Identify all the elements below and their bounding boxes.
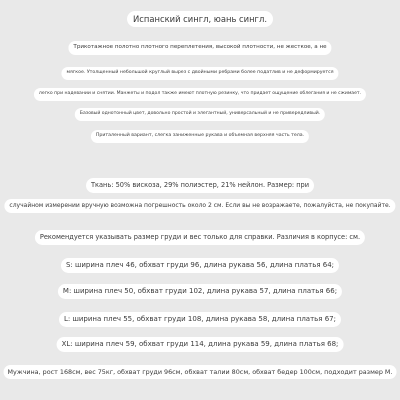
description-line-fabric: Трикотажное полотно плотного переплетения, высокой плотности, не жесткое, а не bbox=[68, 41, 331, 55]
description-line-cuffs: легко при надевании и снятии. Манжеты и подол также имеют плотную резинку, что придает ощущение облегания и не сжимает. bbox=[34, 88, 366, 101]
title-line: Испанский сингл, юань сингл. bbox=[127, 11, 273, 27]
size-row-l: L: ширина плеч 55, обхват груди 108, длина рукава 58, длина платья 67; bbox=[59, 312, 341, 327]
description-line-color: Базовый однотонный цвет, довольно простой и элегантный, универсальный и не привередливый. bbox=[75, 108, 325, 121]
description-line-fit: Приталенный вариант, слегка заниженные рукава и объемная верхняя часть тела. bbox=[91, 130, 309, 143]
description-line-neckline: мягкое. Утолщенный небольшой круглый вырез с двойными ребрами более податлив и не деформируется bbox=[61, 67, 338, 80]
measurement-note-line: случайном измерении вручную возможна погрешность около 2 см. Если вы не возражаете, пожалуйста, не покупайте. bbox=[4, 199, 395, 213]
size-recommendation-line: Рекомендуется указывать размер груди и вес только для справки. Различия в корпусе: см. bbox=[35, 230, 365, 245]
model-info-line: Мужчина, рост 168см, вес 75кг, обхват груди 96см, обхват талии 80см, обхват бедер 100см, подходит размер M. bbox=[4, 365, 397, 379]
composition-line: Ткань: 50% вискоза, 29% полиэстер, 21% нейлон. Размер: при bbox=[86, 178, 314, 193]
size-row-m: M: ширина плеч 50, обхват груди 102, длина рукава 57, длина платья 66; bbox=[58, 284, 342, 299]
size-row-xl: XL: ширина плеч 59, обхват груди 114, длина рукава 59, длина платья 68; bbox=[57, 337, 344, 352]
size-row-s: S: ширина плеч 46, обхват груди 96, длина рукава 56, длина платья 64; bbox=[61, 258, 339, 273]
